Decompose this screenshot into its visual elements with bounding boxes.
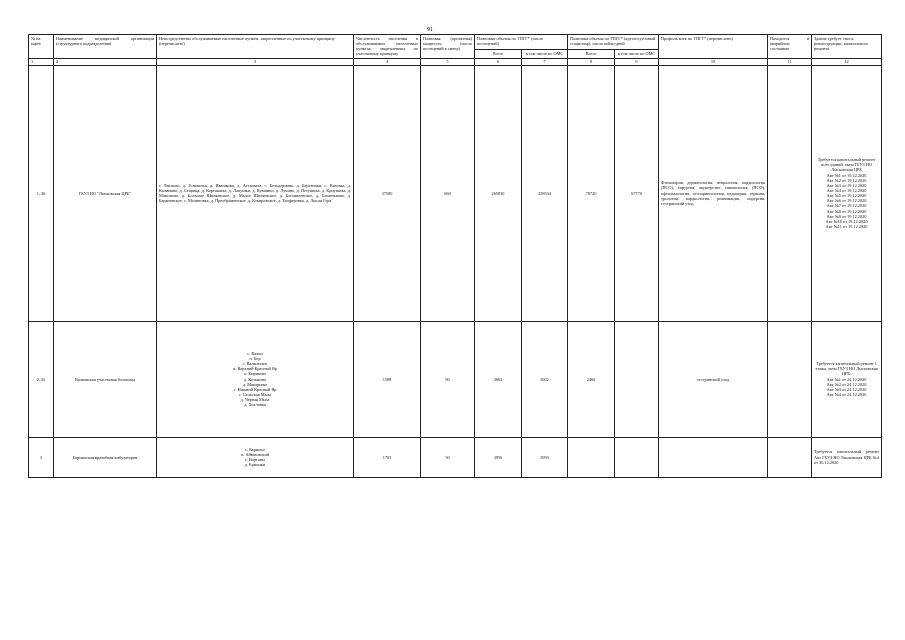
cell-beds-total: 2460 xyxy=(568,321,615,437)
cell-emergency xyxy=(768,65,812,321)
cell-organization: Бармихская врачебная амбулатория xyxy=(54,437,157,477)
cell-repair: Требуется капитальный ремонт Акт ГБУЗ НО Лысковская ЦРБ №4 от 30.12.2020 xyxy=(812,437,882,477)
header-settlements: Непосредственно обслуживаемые населенные пункты, закрепленные по участковому принципу (перечислить) xyxy=(157,35,354,59)
cell-bed-profile xyxy=(659,437,768,477)
header-repair: Здание требует сноса, реконструкции, капитального ремонта xyxy=(812,35,882,59)
cell-repair: Требуется капитальный ремонт всех зданий, акты ГБУЗ НО Лысковская ЦРБ Акт №1 от 19.12.2020 Акт №2 от 19.12.2020 Акт №3 от 19.12.2020 Акт №4 от 19.12.2020 Акт №5 от 19.12.2020 Акт №6 от 19.12.2020 Акт №7 от 19.12.2020 Акт №8 от 19.12.2020 Акт №9 от 19.12.2020 Акт №10 от 19.12.2020 Акт №11 от 19.12.2020 xyxy=(812,65,882,321)
column-number: 8 xyxy=(568,58,615,65)
header-plan-visits: Плановые объемы по ТПГГ* (число посещений) xyxy=(475,35,568,50)
cell-beds-oms xyxy=(615,321,659,437)
cell-population: 1588 xyxy=(354,321,421,437)
cell-beds-oms: 67770 xyxy=(615,65,659,321)
cell-map-no: 2, 25 xyxy=(29,321,54,437)
cell-visits-oms: 3950 xyxy=(522,437,568,477)
cell-visits-total: 3602 xyxy=(475,321,522,437)
page-number: 91 xyxy=(427,27,433,33)
column-number: 1 xyxy=(29,58,54,65)
cell-map-no: 3 xyxy=(29,437,54,477)
cell-visits-oms: 258534 xyxy=(522,65,568,321)
column-number: 12 xyxy=(812,58,882,65)
cell-emergency xyxy=(768,321,812,437)
header-map-no: № на карте xyxy=(29,35,54,59)
column-number: 6 xyxy=(475,58,522,65)
header-visits-oms: в том числе по ОМС xyxy=(522,49,568,58)
cell-capacity: 90 xyxy=(421,321,475,437)
column-number: 4 xyxy=(354,58,421,65)
header-plan-beds: Плановые объемы по ТПГГ* (круглосуточный стационар), число койко-дней xyxy=(568,35,659,50)
cell-organization: Валковская участковая больница xyxy=(54,321,157,437)
column-number: 11 xyxy=(768,58,812,65)
cell-visits-total: 3956 xyxy=(475,437,522,477)
column-number: 3 xyxy=(157,58,354,65)
cell-bed-profile: Фтизиатрия, дерматология, неврология, кардиология (ПСО), хирургия, акушерство, гинекология, (ПСО), офтальмология, отоларингология, педиатрия, терапия, урология, кардиология, реанимация, хирургия, сестринский уход xyxy=(659,65,768,321)
column-number-row xyxy=(29,58,882,65)
cell-visits-total: 265830 xyxy=(475,65,522,321)
cell-population: 1703 xyxy=(354,437,421,477)
column-number: 2 xyxy=(54,58,157,65)
header-emergency: Находится в аварийном состоянии xyxy=(768,35,812,59)
cell-settlements: г. Лысково, д. Гоношиха, д. Ивашково, д. Асташиха, с. Бельдермань, д. Березники, с. Вязовка, д. Калинино, д. Старица, д. Карташиха, д. Лапушки, д. Кувшино, д. Лукино, д. Петушиха, д. Криушиха, д. Мамоново, д. Большое Шиляевское, д. Малое Шиляевское, д. Богоявленское, д. Бешеньково, д. Барановское, с. Малиновка, д. Преображенское, д. Комаровское, д. Троферовка, д. Лысая Гора xyxy=(157,65,354,321)
header-bed-profile: Профиль коек по ТПГГ* (перечислить) xyxy=(659,35,768,59)
facilities-table xyxy=(28,34,882,478)
header-capacity: Плановая (проектная) мощность (число посещений в смену) xyxy=(421,35,475,59)
column-number: 9 xyxy=(615,58,659,65)
table-row xyxy=(29,65,882,321)
header-row xyxy=(29,35,882,50)
header-beds-total: Всего xyxy=(568,49,615,58)
header-organization: Наименование медицинской организации (структурного подразделения) xyxy=(54,35,157,59)
cell-organization: ГБУЗ НО "Лысковская ЦРБ" xyxy=(54,65,157,321)
cell-capacity: 660 xyxy=(421,65,475,321)
cell-map-no: 1, 26 xyxy=(29,65,54,321)
cell-beds-oms xyxy=(615,437,659,477)
column-number: 7 xyxy=(522,58,568,65)
cell-beds-total xyxy=(568,437,615,477)
cell-population: 37580 xyxy=(354,65,421,321)
cell-repair: Требуется капитальный ремонт 1 этажа, акты ГБУЗ НО Лысковская ЦРБ: Акт №1 от 24.12.2020 Акт №2 от 24.12.2020 Акт №3 от 24.12.2020 Акт №4 от 24.12.2020 xyxy=(812,321,882,437)
cell-bed-profile: сестринский уход xyxy=(659,321,768,437)
column-number: 10 xyxy=(659,58,768,65)
column-number: 5 xyxy=(421,58,475,65)
header-visits-total: Всего xyxy=(475,49,522,58)
cell-settlements: с. Бармихо п. Айвазовский с. Варганы д. Ермилки xyxy=(157,437,354,477)
table-row xyxy=(29,437,882,477)
header-beds-oms: в том числе по ОМС xyxy=(615,49,659,58)
table-row xyxy=(29,321,882,437)
cell-capacity: 50 xyxy=(421,437,475,477)
cell-settlements: с. Валки п. Бор с. Валковское п. Верхний Красный Яр п. Кириково д. Козьмино д. Макарьево с. Нижний Красный Яр с. Сельская Мыза д. Черная Мыза д. Хохловка xyxy=(157,321,354,437)
header-population: Численность населения в обслуживаемых населенных пунктах, закрепленных по участковому принципу xyxy=(354,35,421,59)
cell-emergency xyxy=(768,437,812,477)
cell-beds-total: 78720 xyxy=(568,65,615,321)
cell-visits-oms: 3602 xyxy=(522,321,568,437)
